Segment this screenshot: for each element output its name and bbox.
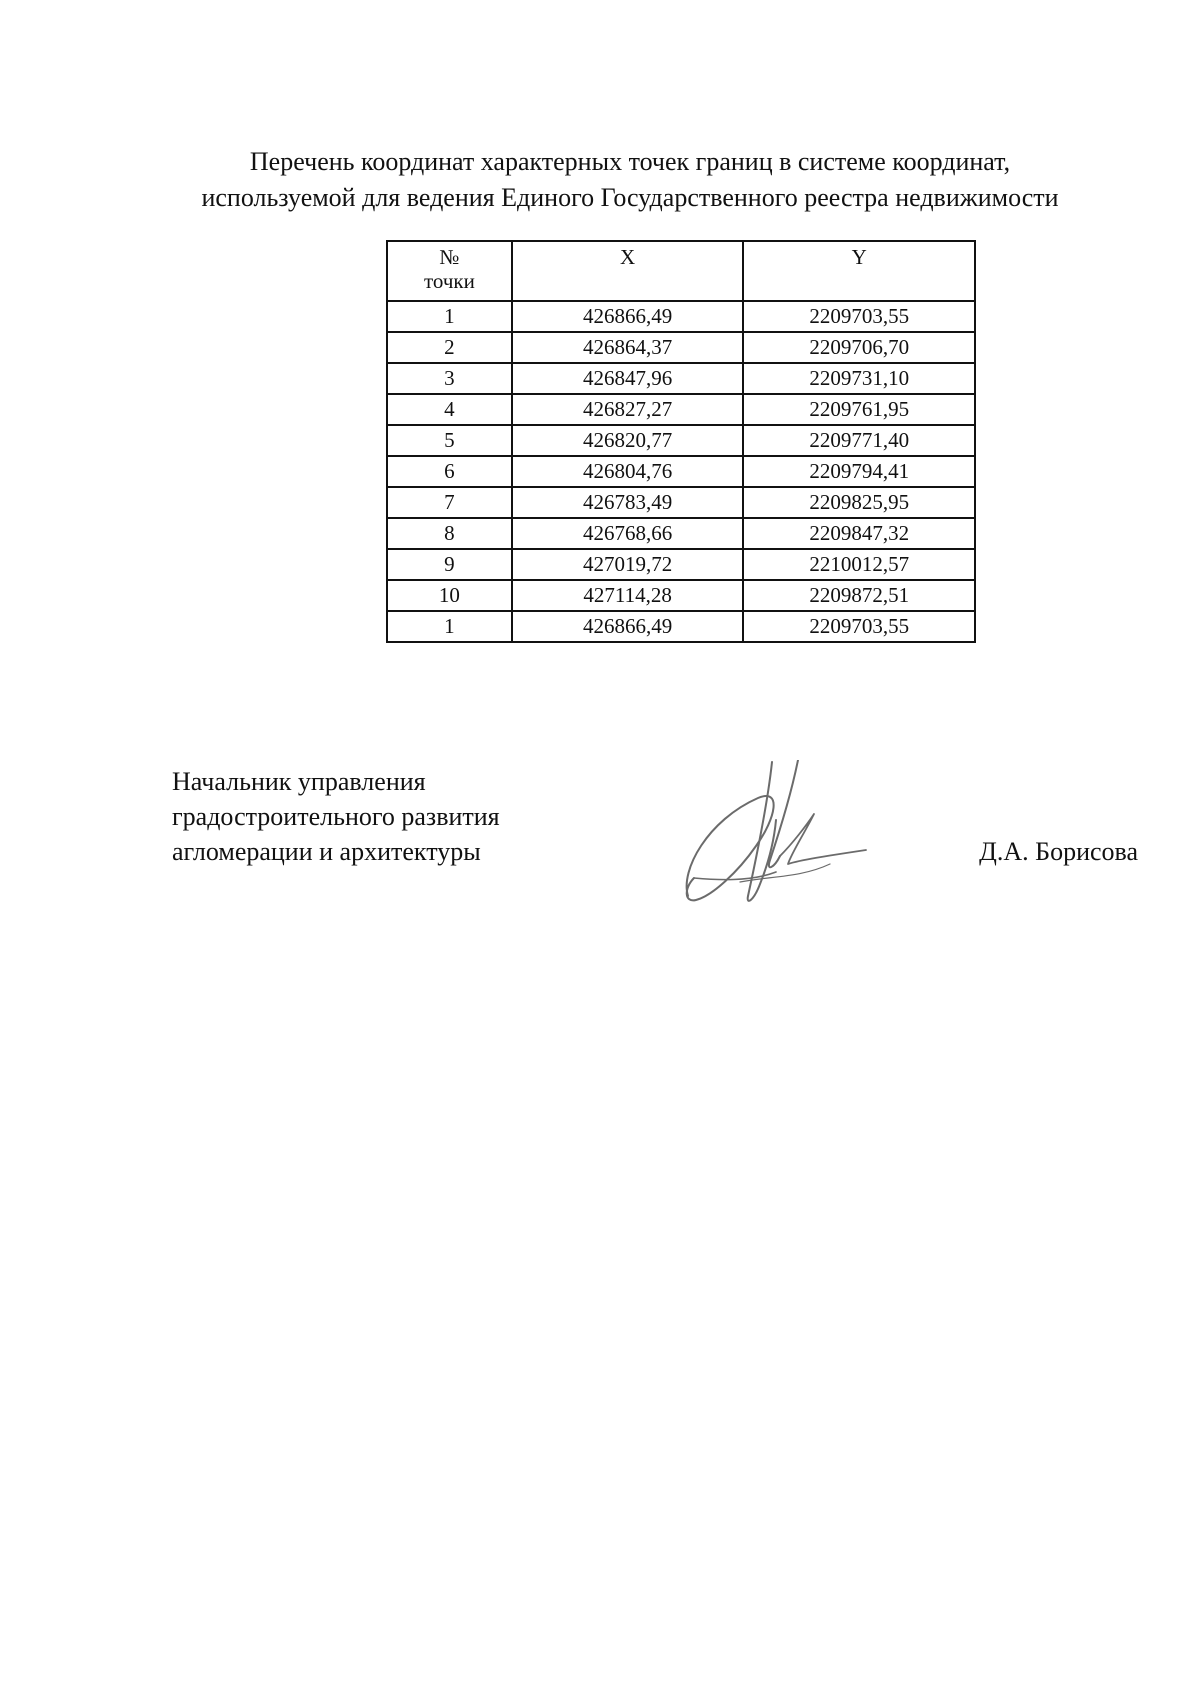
cell-y: 2209872,51 (743, 580, 975, 611)
table-row (387, 518, 975, 549)
handwritten-signature (680, 760, 870, 920)
cell-y: 2209847,32 (743, 518, 975, 549)
cell-point: 8 (387, 518, 512, 549)
table-row (387, 332, 975, 363)
cell-x: 426864,37 (512, 332, 744, 363)
cell-point: 5 (387, 425, 512, 456)
cell-point: 3 (387, 363, 512, 394)
cell-point: 7 (387, 487, 512, 518)
cell-point: 4 (387, 394, 512, 425)
header-number-sign: № (439, 245, 460, 269)
cell-y: 2209703,55 (743, 301, 975, 332)
cell-x: 426866,49 (512, 301, 744, 332)
coordinates-table (386, 240, 976, 643)
title-line-1: Перечень координат характерных точек границ в системе координат, (249, 147, 1011, 176)
cell-point: 10 (387, 580, 512, 611)
table-row (387, 549, 975, 580)
cell-point: 1 (387, 611, 512, 642)
table-row (387, 363, 975, 394)
cell-point: 2 (387, 332, 512, 363)
cell-y: 2209703,55 (743, 611, 975, 642)
position-line-3: агломерации и архитектуры (172, 837, 481, 866)
cell-point: 6 (387, 456, 512, 487)
cell-x: 426820,77 (512, 425, 744, 456)
cell-x: 427019,72 (512, 549, 744, 580)
cell-point: 9 (387, 549, 512, 580)
cell-x: 426804,76 (512, 456, 744, 487)
cell-y: 2209794,41 (743, 456, 975, 487)
cell-x: 426847,96 (512, 363, 744, 394)
table-row (387, 580, 975, 611)
cell-x: 427114,28 (512, 580, 744, 611)
cell-y: 2209761,95 (743, 394, 975, 425)
cell-x: 426783,49 (512, 487, 744, 518)
position-line-1: Начальник управления (172, 767, 426, 796)
page-title (150, 144, 1110, 216)
table-row (387, 394, 975, 425)
cell-x: 426768,66 (512, 518, 744, 549)
table-row (387, 487, 975, 518)
table-row (387, 301, 975, 332)
table-header-row (387, 241, 975, 301)
signatory-position (172, 764, 500, 869)
cell-y: 2209825,95 (743, 487, 975, 518)
header-x: X (512, 241, 744, 301)
header-point-number (387, 241, 512, 301)
cell-y: 2209706,70 (743, 332, 975, 363)
cell-x: 426827,27 (512, 394, 744, 425)
table-row (387, 425, 975, 456)
signer-name: Д.А. Борисова (979, 837, 1138, 866)
cell-y: 2210012,57 (743, 549, 975, 580)
header-point-label: точки (423, 269, 475, 293)
table-row (387, 456, 975, 487)
position-line-2: градостроительного развития (172, 802, 500, 831)
title-line-2: используемой для ведения Единого Государственного реестра недвижимости (201, 183, 1059, 212)
cell-y: 2209771,40 (743, 425, 975, 456)
table-row (387, 611, 975, 642)
cell-x: 426866,49 (512, 611, 744, 642)
cell-point: 1 (387, 301, 512, 332)
cell-y: 2209731,10 (743, 363, 975, 394)
header-y: Y (743, 241, 975, 301)
